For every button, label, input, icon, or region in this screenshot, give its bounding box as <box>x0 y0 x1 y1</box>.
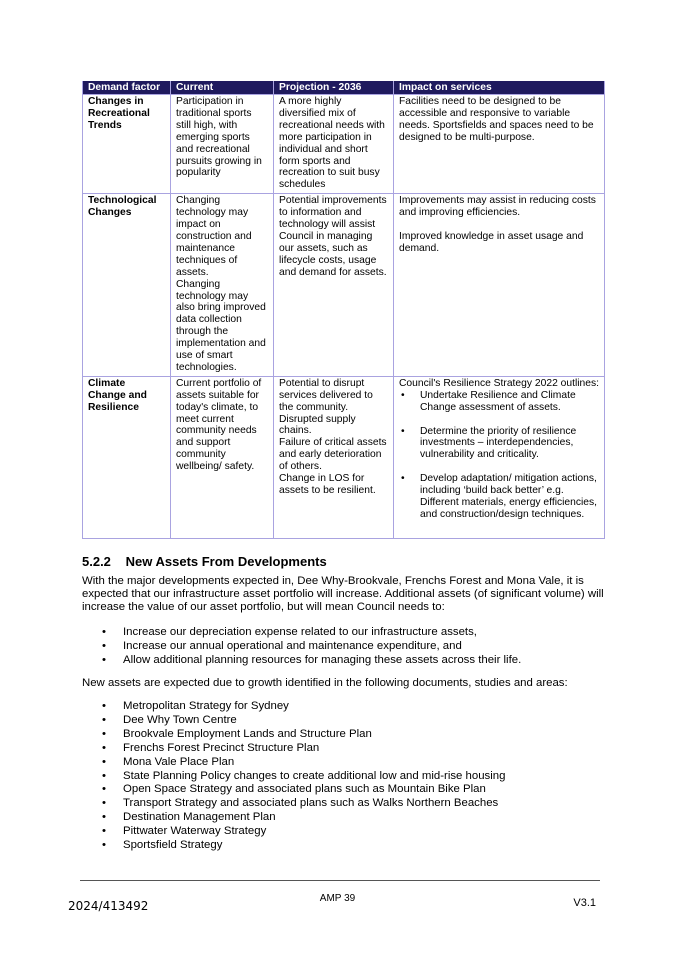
list-item: • Sportsfield Strategy <box>102 839 223 852</box>
projection-text: Disrupted supply chains. <box>279 413 356 437</box>
list-item: • Determine the priority of resilience investments – interdependencies, vulnerability and criticality. <box>401 425 577 461</box>
bullet-icon: • <box>401 425 405 437</box>
bullet-icon: • <box>102 626 106 638</box>
bullet-icon: • <box>102 653 106 666</box>
list-item: • Pittwater Waterway Strategy <box>102 825 267 838</box>
current-cell: Current portfolio of assets suitable for today's climate, to meet current community needs and support community wellbeing/ safety. <box>171 376 274 538</box>
bullet-icon: • <box>102 700 106 712</box>
impact-text: Facilities need to be designed to be accessible and responsive to variable needs. Sportsfields and spaces need to be designed to be multi-purpose. <box>399 96 594 143</box>
growth-sources-list <box>82 700 607 853</box>
column-header-demand-factor: Demand factor <box>83 81 171 95</box>
bullet-icon: • <box>102 713 106 726</box>
impact-intro: Council's Resilience Strategy 2022 outlines: <box>399 377 600 389</box>
impact-cell <box>394 95 605 194</box>
current-cell <box>171 194 274 377</box>
demand-factor-cell: Technological Changes <box>83 194 171 377</box>
growth-intro-paragraph: New assets are expected due to growth identified in the following documents, studies and areas: <box>82 677 568 689</box>
current-text: Changing technology may impact on construction and maintenance techniques of assets. <box>176 195 252 278</box>
list-item: • Increase our annual operational and maintenance expenditure, and <box>102 639 462 652</box>
list-item: • Frenchs Forest Precinct Structure Plan <box>102 741 320 754</box>
bullet-icon: • <box>102 783 106 796</box>
demand-factor-cell: Climate Change and Resilience <box>83 376 171 538</box>
list-item: • Dee Why Town Centre <box>102 713 237 726</box>
list-item: • Transport Strategy and associated plans such as Walks Northern Beaches <box>102 797 499 810</box>
projection-cell: A more highly diversified mix of recreational needs with more participation in individual and short form sports and recreation to suit busy schedules <box>274 95 394 194</box>
bullet-icon: • <box>102 639 106 652</box>
section-heading <box>82 554 327 569</box>
list-item: • State Planning Policy changes to create additional low and mid-rise housing <box>102 769 506 782</box>
list-item: • Mona Vale Place Plan <box>102 755 235 768</box>
current-cell: Participation in traditional sports still high, with emerging sports and recreational pursuits growing in popularity <box>171 95 274 194</box>
table-header-row <box>83 81 605 95</box>
bullet-icon: • <box>102 727 106 740</box>
bullet-icon: • <box>102 811 106 824</box>
list-item: • Allow additional planning resources for managing these assets across their life. <box>102 653 522 666</box>
projection-text: Failure of critical assets and early deterioration of others. <box>279 437 387 473</box>
impact-cell <box>394 376 605 538</box>
table-row <box>83 194 605 377</box>
table-row <box>83 376 605 538</box>
projection-cell: Potential improvements to information and technology will assist Council in managing our assets, such as lifecycle costs, usage and demand for assets. <box>274 194 394 377</box>
council-needs-list <box>82 626 607 668</box>
demand-factors-table <box>82 81 605 539</box>
list-item: • Increase our depreciation expense related to our infrastructure assets, <box>102 626 477 638</box>
list-item: • Brookvale Employment Lands and Structure Plan <box>102 727 372 740</box>
list-item: • Open Space Strategy and associated plans such as Mountain Bike Plan <box>102 783 486 796</box>
footer-document-id: 2024/413492 <box>68 899 149 913</box>
section-title: New Assets From Developments <box>125 554 327 569</box>
bullet-icon: • <box>102 825 106 838</box>
footer-page-label: AMP 39 <box>319 893 356 904</box>
section-intro-paragraph: With the major developments expected in, Dee Why-Brookvale, Frenchs Forest and Mona Vale, it is expected that our infrastructure asset portfolio will increase. Additional assets (of significant volume) will increase the value of our asset portfolio, but will mean Council needs to: <box>82 575 604 614</box>
footer-version: V3.1 <box>573 897 596 909</box>
list-item: • Destination Management Plan <box>102 811 276 824</box>
bullet-icon: • <box>102 797 106 810</box>
list-item: • Metropolitan Strategy for Sydney <box>102 700 289 712</box>
impact-text: Improvements may assist in reducing costs and improving efficiencies. <box>399 195 596 219</box>
bullet-icon: • <box>401 473 405 485</box>
column-header-projection: Projection - 2036 <box>274 81 394 95</box>
bullet-icon: • <box>102 769 106 782</box>
resilience-actions-list <box>399 390 599 521</box>
footer-divider <box>80 880 600 881</box>
list-item: • Develop adaptation/ mitigation actions, including ‘build back better’ e.g. Different materials, energy efficiencies, and construction/design techniques. <box>401 473 598 520</box>
section-number: 5.2.2 <box>82 554 111 569</box>
demand-factor-cell: Changes in Recreational Trends <box>83 95 171 194</box>
column-header-current: Current <box>171 81 274 95</box>
bullet-icon: • <box>401 389 405 401</box>
projection-text: Potential to disrupt services delivered to the community. <box>279 377 373 413</box>
impact-text: Improved knowledge in asset usage and demand. <box>399 231 584 254</box>
bullet-icon: • <box>102 741 106 754</box>
projection-text: Change in LOS for assets to be resilient. <box>279 473 376 496</box>
column-header-impact: Impact on services <box>394 81 605 95</box>
table-row <box>83 95 605 194</box>
list-item: • Undertake Resilience and Climate Change assessment of assets. <box>401 389 576 413</box>
projection-cell <box>274 376 394 538</box>
impact-cell <box>394 194 605 377</box>
bullet-icon: • <box>102 755 106 768</box>
current-text: Changing technology may also bring improved data collection through the implementation and use of smart technologies. <box>176 278 266 373</box>
bullet-icon: • <box>102 839 106 852</box>
